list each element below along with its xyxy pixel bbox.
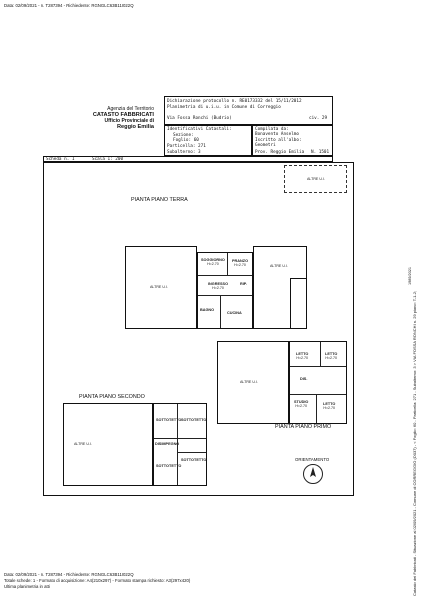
- other-unit-label-top: ALTRE U.I.: [307, 177, 325, 181]
- ground-other-left: [125, 246, 197, 329]
- room-rip: RIP.: [240, 282, 247, 286]
- role: Geometri: [255, 143, 276, 148]
- room-letto-2: LETTO H=2.70: [325, 352, 338, 360]
- prov-label: Prov. Reggio Emilia: [255, 150, 305, 155]
- compiled-box: [252, 125, 333, 156]
- date-value: 15/11/2012: [275, 99, 302, 104]
- ground-other-right-label: ALTRE U.I.: [270, 264, 288, 268]
- identifiers-title: Identificativi Catastali:: [167, 127, 232, 132]
- first-main-unit: [289, 341, 347, 424]
- scala: Scala 1: 200: [92, 157, 124, 162]
- agency-line1: Agenzia del Territorio: [107, 106, 154, 112]
- identifiers-box: [164, 125, 252, 156]
- footer-line3: Ultima planimetria in atti: [4, 584, 50, 589]
- compiled-name: Bonavento Anselmo: [255, 132, 299, 137]
- room-soggiorno: SOGGIORNO H=2.70: [201, 258, 225, 266]
- scheda: Scheda n. 1: [46, 157, 75, 162]
- ground-right-annex: [290, 278, 307, 329]
- first-other-unit: [217, 341, 289, 424]
- second-floor-title: PIANTA PIANO SECONDO: [79, 394, 145, 400]
- first-other-label: ALTRE U.I.: [240, 380, 258, 384]
- civic-number: civ. 29: [309, 116, 328, 121]
- second-main-unit: [153, 403, 207, 486]
- agency-line3: Ufficio Provinciale di: [104, 118, 154, 124]
- address: Via Fossa Ronchi (Budrio): [167, 116, 232, 121]
- orientation-label: ORIENTAMENTO: [295, 457, 330, 462]
- room-letto-3: LETTO H=2.70: [323, 402, 336, 410]
- protocol-value: RE0173332: [239, 99, 263, 104]
- ground-other-left-label: ALTRE U.I.: [150, 285, 168, 289]
- subalterno: Subalterno: 3: [167, 150, 201, 155]
- ground-floor-title: PIANTA PIANO TERRA: [131, 197, 188, 203]
- right-stamp: 1989/2021: [408, 267, 412, 285]
- room-sottotetto-2: SOTTOTETTO: [181, 418, 207, 422]
- room-sottotetto-4: SOTTOTETTO: [156, 464, 182, 468]
- room-cucina: CUCINA: [227, 311, 242, 315]
- room-sottotetto-1: SOTTOTETTO: [156, 418, 182, 422]
- first-floor-title: PIANTA PIANO PRIMO: [275, 424, 332, 430]
- north-arrow-icon: [303, 464, 323, 484]
- room-letto-1: LETTO H=2.70: [296, 352, 309, 360]
- plan-line: Planimetria di u.i.u. in Comune di Correggio: [167, 105, 281, 110]
- register-number: N. 1501: [311, 150, 330, 155]
- footer-line1: Data: 02/09/2021 - n. T287394 - Richiedente: RGNGLC63B11I022Q: [4, 572, 134, 577]
- room-ingresso: INGRESSO H=2.70: [208, 282, 229, 290]
- del-label: del: [265, 99, 274, 104]
- declaration-box: [164, 96, 333, 125]
- ground-main-unit: [197, 252, 253, 329]
- room-bagno: BAGNO: [200, 308, 215, 312]
- agency-line4: Reggio Emilia: [117, 124, 154, 130]
- agency-line2: CATASTO FABBRICATI: [92, 112, 154, 118]
- sezione: Sezione:: [173, 133, 194, 138]
- foglio: Foglio: 60: [173, 138, 199, 143]
- other-unit-dashed: [284, 165, 347, 193]
- room-dis: DIS.: [300, 377, 308, 381]
- agency-block: [76, 106, 154, 130]
- role-label: Iscritto all'albo:: [255, 138, 302, 143]
- compiled-title: Compilata da:: [255, 127, 289, 132]
- second-other-label: ALTRE U.I.: [74, 442, 92, 446]
- protocol-label: Dichiarazione protocollo n.: [167, 99, 237, 104]
- particella: Particella: 271: [167, 144, 206, 149]
- room-disimpegno: DISIMPEGNO: [155, 442, 180, 446]
- right-margin-text: Catasto dei Fabbricati - Situazione al 02/09/2021 - Comune di CORREGGIO (D037) - < Foglio: 60 - Particella: 271 - Subalterno: 3 > VIA FOSSA RONCHI n. 29 piano: T-1-2;: [412, 290, 417, 596]
- header-line: Data: 02/09/2021 - n. T287394 - Richiedente: RGNGLC63B11I022Q: [4, 3, 134, 8]
- footer-line2: Totale schede: 1 - Formato di acquisizione: A4(210x297) - Formato stampa richiesto: A3(297x420): [4, 578, 191, 583]
- room-pranzo: PRANZO H=2.70: [232, 259, 249, 267]
- room-sottotetto-3: SOTTOTETTO: [181, 458, 207, 462]
- second-other-unit: [63, 403, 153, 486]
- room-studio: STUDIO H=2.70: [294, 400, 309, 408]
